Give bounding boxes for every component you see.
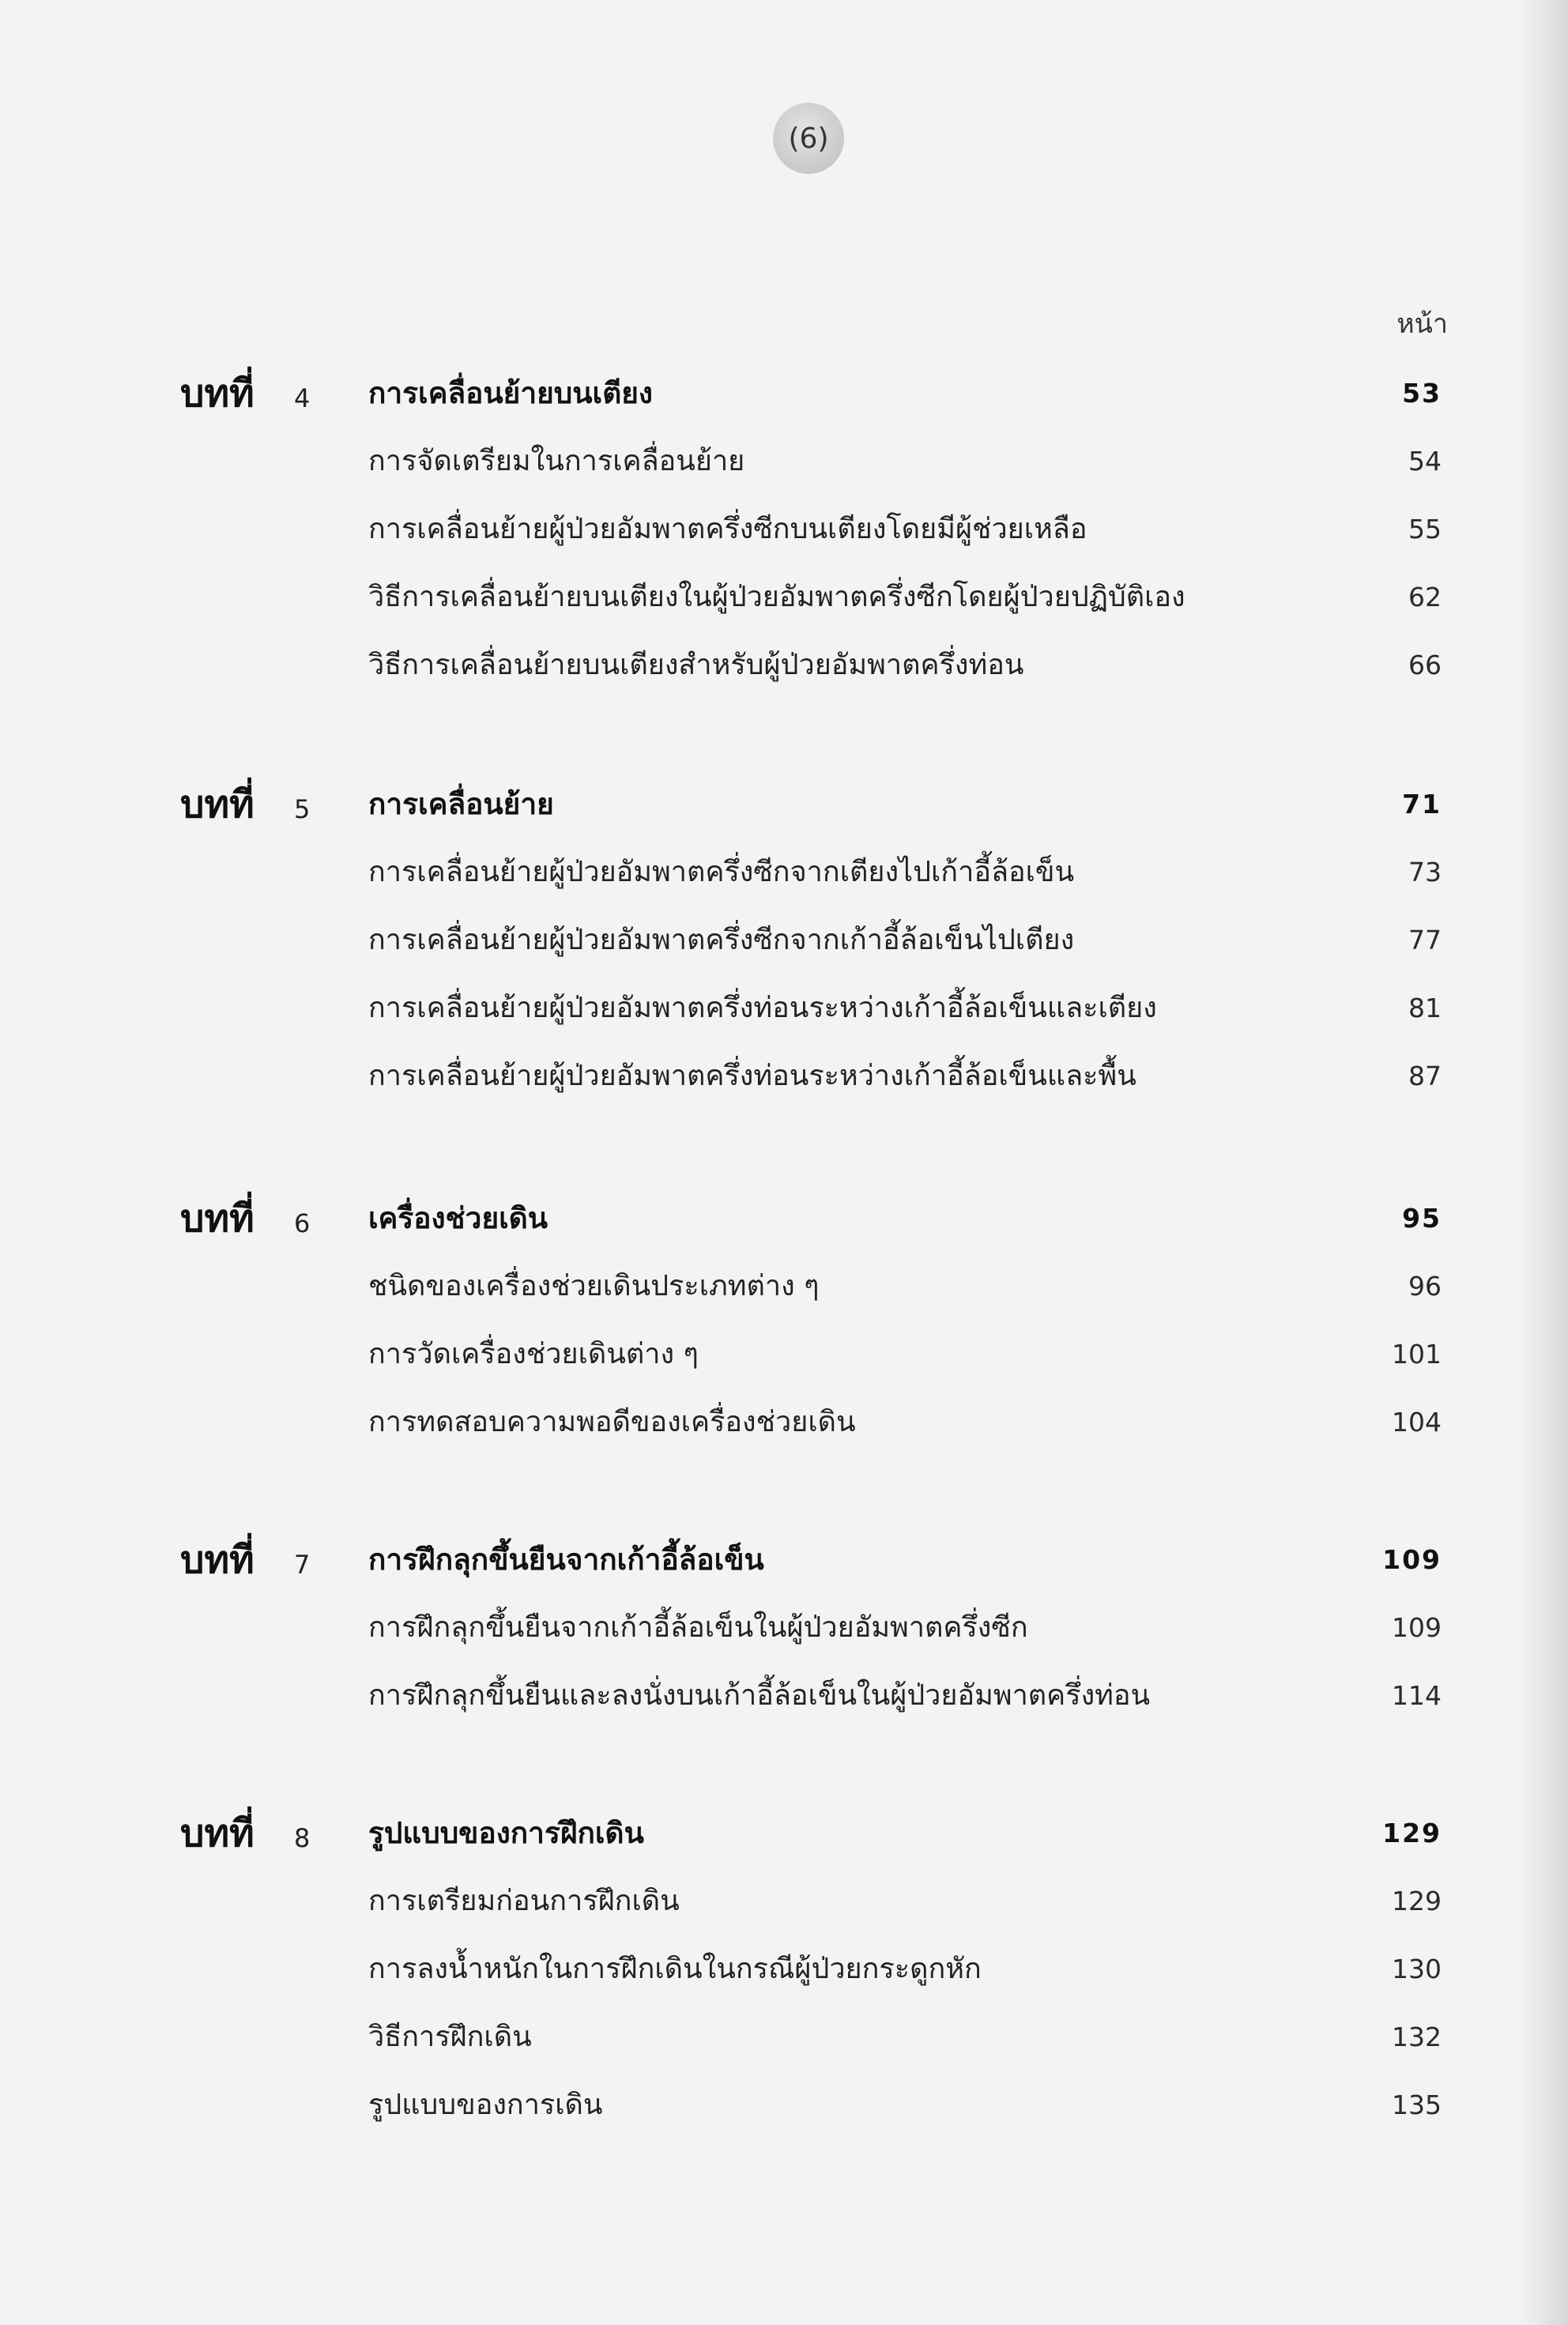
entry-page: 114 (1392, 1680, 1442, 1711)
entry-page: 104 (1392, 1407, 1442, 1438)
entry-page: 132 (1392, 2022, 1442, 2052)
chapter-title: เครื่องช่วยเดิน (368, 1201, 548, 1235)
chapter-number: 5 (294, 794, 311, 824)
entry-title: การทดสอบความพอดีของเครื่องช่วยเดิน (368, 1406, 856, 1438)
chapter-8-heading[interactable] (0, 1810, 1568, 1857)
toc-entry[interactable] (0, 1331, 1568, 1378)
chapter-number: 8 (294, 1823, 311, 1853)
toc-entry[interactable] (0, 1878, 1568, 1925)
entry-page: 87 (1408, 1061, 1442, 1091)
toc-entry[interactable] (0, 2082, 1568, 2129)
chapter-6-heading[interactable] (0, 1195, 1568, 1242)
entry-title: การเคลื่อนย้ายผู้ป่วยอัมพาตครึ่งซีกจากเตียงไปเก้าอี้ล้อเข็น (368, 856, 1075, 888)
chapter-number: 4 (294, 383, 311, 413)
entry-title: วิธีการฝึกเดิน (368, 2021, 532, 2053)
entry-page: 77 (1408, 925, 1442, 955)
chapter-7-heading[interactable] (0, 1536, 1568, 1584)
entry-title: วิธีการเคลื่อนย้ายบนเตียงสำหรับผู้ป่วยอัมพาตครึ่งท่อน (368, 649, 1024, 681)
entry-page: 109 (1392, 1612, 1442, 1643)
chapter-page: 53 (1402, 378, 1442, 409)
entry-title: การฝึกลุกขึ้นยืนจากเก้าอี้ล้อเข็นในผู้ป่วยอัมพาตครึ่งซีก (368, 1611, 1028, 1644)
toc-entry[interactable] (0, 1604, 1568, 1652)
toc-entry[interactable] (0, 1672, 1568, 1720)
entry-title: การวัดเครื่องช่วยเดินต่าง ๆ (368, 1338, 699, 1370)
chapter-title: การฝึกลุกขึ้นยืนจากเก้าอี้ล้อเข็น (368, 1543, 764, 1577)
toc-entry[interactable] (0, 1946, 1568, 1993)
chapter-5-heading[interactable] (0, 781, 1568, 828)
entry-title: วิธีการเคลื่อนย้ายบนเตียงในผู้ป่วยอัมพาตครึ่งซีกโดยผู้ป่วยปฏิบัติเอง (368, 581, 1185, 613)
toc-entry[interactable] (0, 1053, 1568, 1100)
toc-entry[interactable] (0, 2014, 1568, 2061)
entry-page: 96 (1408, 1271, 1442, 1302)
chapter-label: บทที่ (180, 1196, 254, 1241)
entry-page: 55 (1408, 514, 1442, 545)
chapter-label: บทที่ (180, 1538, 254, 1582)
entry-title: การเตรียมก่อนการฝึกเดิน (368, 1885, 680, 1917)
chapter-title: รูปแบบของการฝึกเดิน (368, 1816, 644, 1850)
entry-page: 66 (1408, 650, 1442, 680)
entry-title: ชนิดของเครื่องช่วยเดินประเภทต่าง ๆ (368, 1270, 820, 1302)
toc-entry[interactable] (0, 1263, 1568, 1310)
entry-page: 129 (1392, 1886, 1442, 1916)
entry-title: การฝึกลุกขึ้นยืนและลงนั่งบนเก้าอี้ล้อเข็นในผู้ป่วยอัมพาตครึ่งท่อน (368, 1679, 1151, 1712)
toc-entry[interactable] (0, 849, 1568, 896)
chapter-label: บทที่ (180, 371, 254, 416)
chapter-label: บทที่ (180, 782, 254, 827)
entry-title: การลงน้ำหนักในการฝึกเดินในกรณีผู้ป่วยกระดูกหัก (368, 1953, 982, 1985)
entry-title: การเคลื่อนย้ายผู้ป่วยอัมพาตครึ่งซีกจากเก้าอี้ล้อเข็นไปเตียง (368, 924, 1075, 956)
entry-page: 130 (1392, 1954, 1442, 1984)
entry-title: การเคลื่อนย้ายผู้ป่วยอัมพาตครึ่งซีกบนเตียงโดยมีผู้ช่วยเหลือ (368, 513, 1087, 545)
chapter-label: บทที่ (180, 1811, 254, 1856)
entry-title: การจัดเตรียมในการเคลื่อนย้าย (368, 445, 745, 477)
chapter-number: 6 (294, 1208, 311, 1238)
chapter-page: 95 (1402, 1203, 1442, 1234)
entry-title: การเคลื่อนย้ายผู้ป่วยอัมพาตครึ่งท่อนระหว่างเก้าอี้ล้อเข็นและเตียง (368, 992, 1157, 1024)
chapter-title: การเคลื่อนย้าย (368, 787, 554, 821)
entry-title: รูปแบบของการเดิน (368, 2089, 603, 2121)
chapter-page: 109 (1382, 1544, 1442, 1575)
toc-entry[interactable] (0, 506, 1568, 553)
toc-entry[interactable] (0, 438, 1568, 485)
chapter-number: 7 (294, 1550, 311, 1580)
entry-page: 62 (1408, 582, 1442, 612)
entry-page: 54 (1408, 446, 1442, 477)
chapter-title: การเคลื่อนย้ายบนเตียง (368, 376, 653, 410)
entry-page: 101 (1392, 1339, 1442, 1370)
toc-entry[interactable] (0, 985, 1568, 1032)
entry-title: การเคลื่อนย้ายผู้ป่วยอัมพาตครึ่งท่อนระหว่างเก้าอี้ล้อเข็นและพื้น (368, 1060, 1136, 1092)
chapter-page: 129 (1382, 1818, 1442, 1848)
entry-page: 135 (1392, 2089, 1442, 2120)
chapter-page: 71 (1402, 789, 1442, 820)
toc-entry[interactable] (0, 917, 1568, 964)
page-number: (6) (788, 122, 829, 155)
page-column-header: หน้า (1396, 308, 1448, 340)
entry-page: 73 (1408, 857, 1442, 887)
toc-entry[interactable] (0, 574, 1568, 621)
toc-entry[interactable] (0, 642, 1568, 689)
chapter-4-heading[interactable] (0, 370, 1568, 417)
toc-entry[interactable] (0, 1399, 1568, 1446)
entry-page: 81 (1408, 993, 1442, 1023)
